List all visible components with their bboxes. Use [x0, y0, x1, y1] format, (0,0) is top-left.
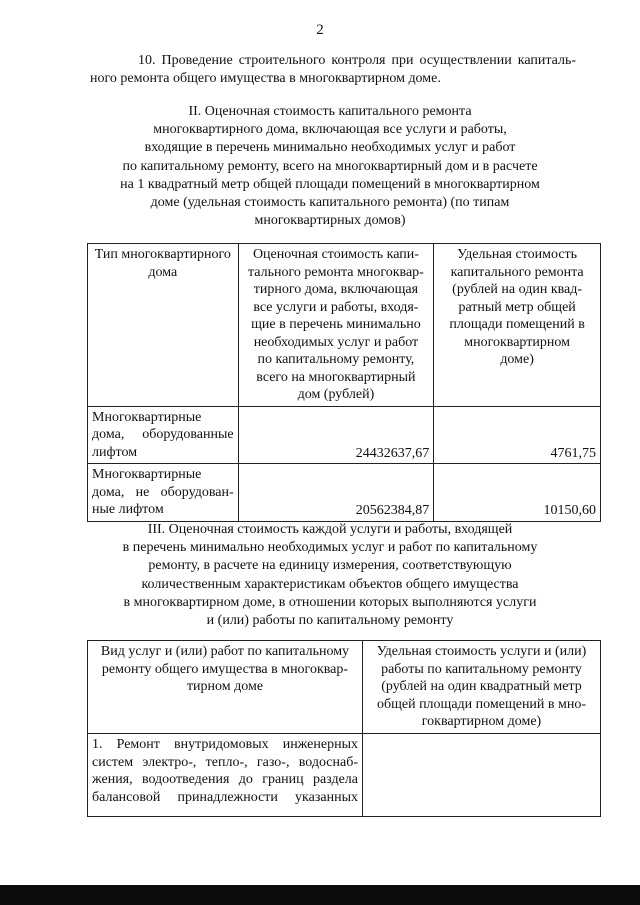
cost-by-service-table — [87, 640, 601, 817]
heading-line: многоквартирного дома, включающая все услуги и работы, — [153, 122, 507, 138]
service-type-cell: 1. Ремонт внутридомовых инженерных систем электро-, тепло-, газо-, водоснаб- жения, водоотведения до границ раздела балансовой принадлежности указанных — [88, 734, 363, 817]
heading-line: по капитальному ремонту, всего на многоквартирный дом и в расчете — [122, 158, 538, 174]
heading-line: входящие в перечень минимально необходимых услуг и работ — [144, 140, 516, 156]
table-row — [88, 406, 601, 464]
paragraph-10-line: ного ремонта общего имущества в многоквартирном доме. — [90, 71, 441, 86]
header-service-unit-cost: Удельная стоимость услуги и (или) работы по капитальному ремонту (рублей на один квадратный метр общей площади помещений в мно- гоквартирном доме) — [363, 641, 601, 734]
heading-line: ремонту, в расчете на единицу измерения, соответствующую — [148, 558, 512, 574]
heading-line: и (или) работы по капитальному ремонту — [206, 613, 454, 629]
heading-line: в перечень минимально необходимых услуг и работ по капитальному — [122, 540, 538, 556]
table-row — [88, 464, 601, 522]
cost-by-building-type-table — [87, 243, 601, 522]
header-service-type: Вид услуг и (или) работ по капитальному ремонту общего имущества в многоквар- тирном доме — [88, 641, 363, 734]
scan-bottom-border — [0, 885, 640, 905]
paragraph-10-line: 10. Проведение строительного контроля при осуществлении капиталь- — [138, 53, 576, 68]
total-cost-cell: 24432637,67 — [238, 406, 434, 464]
building-type-cell: Многоквартирные дома, не оборудован- ные лифтом — [88, 464, 239, 522]
heading-line: доме (удельная стоимость капитального ремонта) (по типам — [150, 195, 510, 211]
heading-line: многоквартирных домов) — [254, 213, 406, 229]
heading-line: количественным характеристикам объектов общего имущества — [141, 576, 519, 592]
heading-line: на 1 квадратный метр общей площади помещений в многоквартирном — [120, 176, 540, 192]
page-number: 2 — [316, 22, 324, 38]
total-cost-cell: 20562384,87 — [238, 464, 434, 522]
heading-line: II. Оценочная стоимость капитального ремонта — [188, 104, 472, 119]
table-row — [88, 734, 601, 817]
header-total-cost: Оценочная стоимость капи- тального ремонта многоквар- тирного дома, включающая все услуги и работы, входя- щие в перечень минимально необходимых услуг и работ по капитальному ремонту, всего на многоквартирный дом (рублей) — [238, 244, 434, 407]
heading-line: в многоквартирном доме, в отношении которых выполняются услуги — [123, 594, 537, 610]
heading-line: III. Оценочная стоимость каждой услуги и работы, входящей — [147, 522, 513, 537]
building-type-cell: Многоквартирные дома, оборудованные лифтом — [88, 406, 239, 464]
unit-cost-cell: 4761,75 — [434, 406, 601, 464]
table-header-row — [88, 641, 601, 734]
section-2-heading — [60, 103, 600, 230]
service-unit-cost-cell — [363, 734, 601, 817]
header-building-type: Тип многоквартирного дома — [88, 244, 239, 407]
unit-cost-cell: 10150,60 — [434, 464, 601, 522]
header-unit-cost: Удельная стоимость капитального ремонта (рублей на один квад- ратный метр общей площади помещений в многоквартирном доме) — [434, 244, 601, 407]
paragraph-10 — [90, 52, 576, 88]
table-header-row — [88, 244, 601, 407]
section-3-heading — [60, 521, 600, 630]
